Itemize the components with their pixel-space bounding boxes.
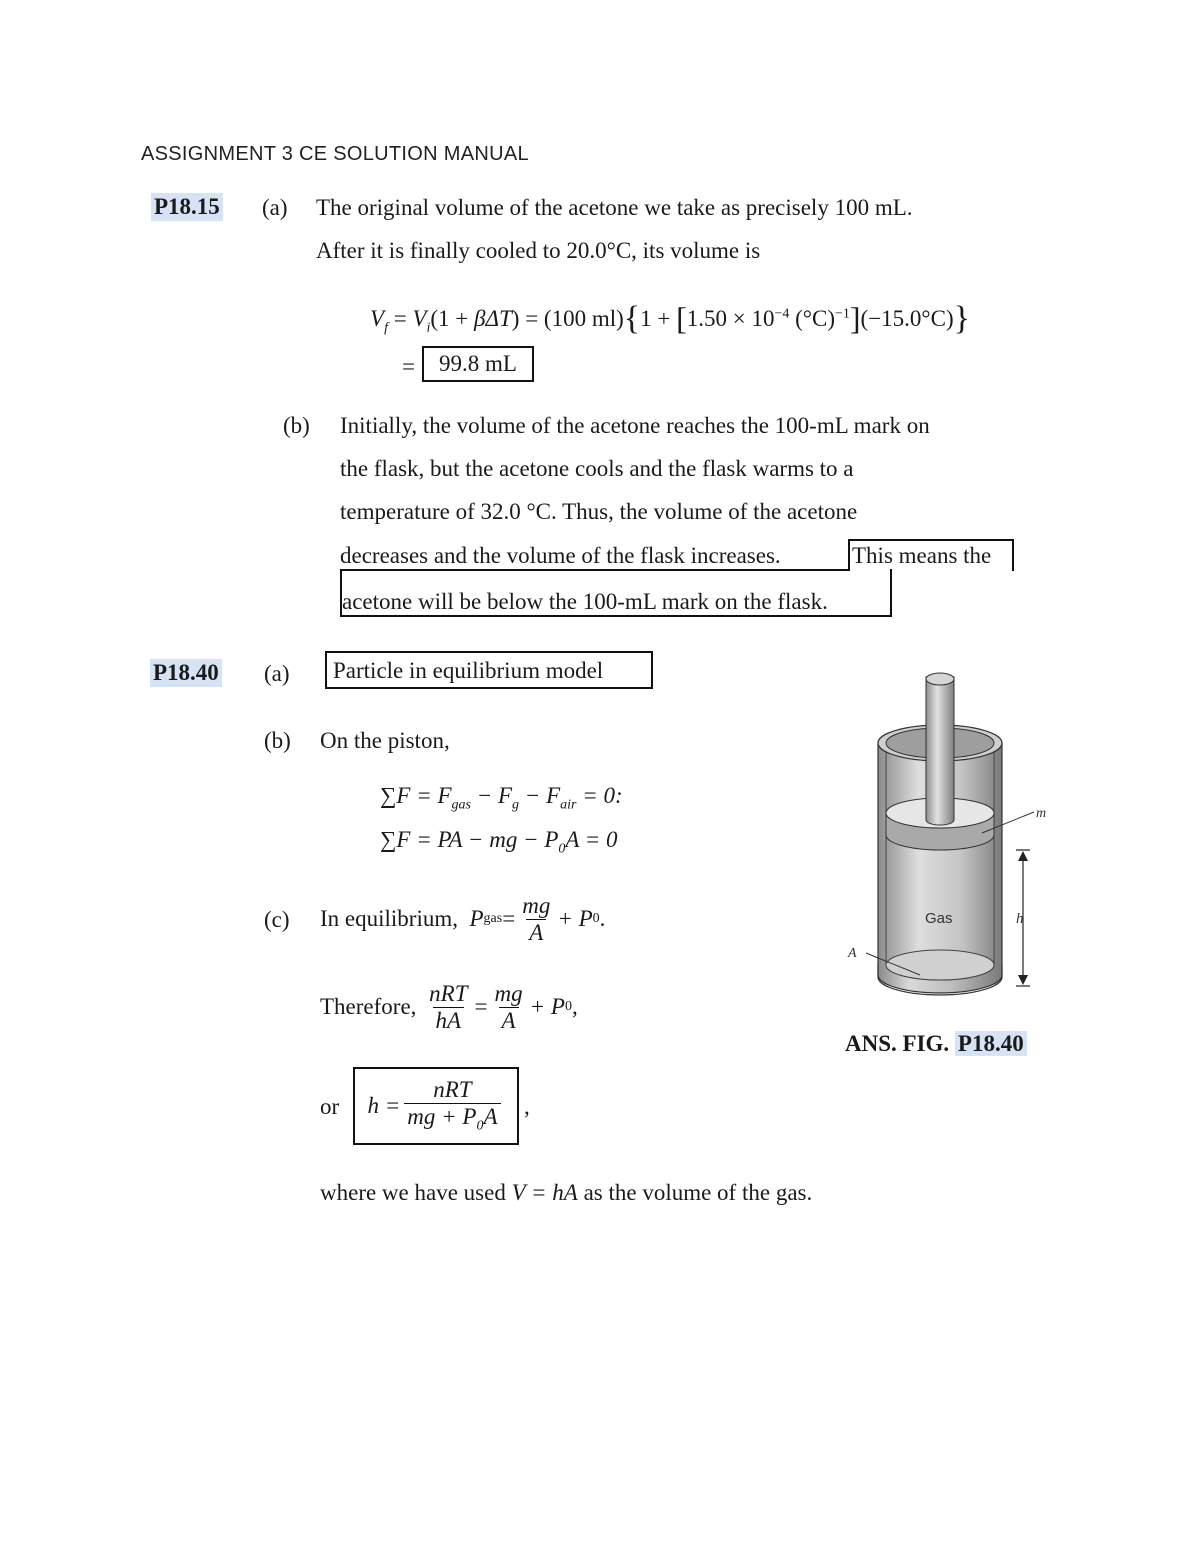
figure-label-a: A [848, 946, 857, 961]
figure-label-gas: Gas [925, 910, 953, 927]
force-sum-equation-2: ∑F = PA − mg − $P_0A = 0$ [380, 827, 618, 857]
answer-box-volume: 99.8 mL [422, 346, 534, 382]
p1-b-line4: decreases and the volume of the flask increases. [340, 543, 781, 568]
document-header: ASSIGNMENT 3 CE SOLUTION MANUAL [141, 143, 529, 165]
where-sentence: where we have used V = hA as the volume of the gas. [320, 1180, 813, 1205]
answer-box-model: Particle in equilibrium model [325, 651, 653, 689]
p1-b-line5-boxed: acetone will be below the 100-mL mark on the flask. [342, 589, 828, 614]
figure-label-m: m [1036, 806, 1047, 821]
p1-b-line3: temperature of 32.0 °C. Thus, the volume of the acetone [340, 499, 858, 524]
p2-part-a-label: (a) [264, 661, 290, 686]
force-sum-equation-1: $\sum F = F_{gas} - F_g - F_{air} = 0$: [380, 783, 623, 813]
mg-over-a-fraction: $\frac{mg}{A}$ [522, 892, 551, 945]
equals-sign: = [402, 354, 415, 379]
p1-b-line4-boxed: This means the [852, 543, 992, 568]
height-comma: , [524, 1094, 530, 1119]
problem-number-p18-15: P18.15 [151, 193, 223, 221]
p1-a-line2: After it is finally cooled to 20.0°C, its volume is [316, 238, 761, 263]
p2-part-c-label: (c) [264, 907, 290, 932]
height-fraction: $\frac{\text{nRT}}{mg + P_0A}$ [404, 1077, 500, 1135]
p1-b-line2: the flask, but the acetone cools and the flask warms to a [340, 456, 854, 481]
answer-box-height: h = $\frac{\text{nRT}}{mg + P_0A}$ [353, 1067, 519, 1145]
problem-number-p18-40: P18.40 [150, 659, 222, 687]
part-b-label: (b) [283, 413, 310, 438]
or-text: or [320, 1094, 340, 1119]
equilibrium-equation: In equilibrium, P gas = $\frac{mg}{A}$ + P 0 . [320, 892, 606, 945]
figure-label-h: h [1016, 911, 1024, 927]
p2-b-text: On the piston, [320, 728, 450, 753]
nrt-over-ha-fraction: $\frac{\text{nRT}}{hA}$ [429, 980, 468, 1033]
volume-equation: $V_f = V_i(1 + \beta\Delta T) = (100$ $ml)\{1 + [1.50 \times 10^{-4}$ $(^\circ C)^{-1}](-15.0^\circ C)$} [370, 300, 970, 337]
p2-part-b-label: (b) [264, 728, 291, 753]
therefore-equation: Therefore, $\frac{\text{nRT}}{hA}$ = $\frac{mg}{A}$ + P 0 , [320, 980, 578, 1033]
p1-a-line1: The original volume of the acetone we take as precisely 100 mL. [316, 195, 913, 220]
piston-cylinder-figure [840, 665, 1060, 1010]
figure-caption: ANS. FIG. P18.40 [845, 1031, 1027, 1057]
mg-over-a-fraction-2: $\frac{mg}{A}$ [494, 980, 523, 1033]
p1-b-line1: Initially, the volume of the acetone reaches the 100-mL mark on [340, 413, 930, 438]
part-a-label: (a) [262, 195, 288, 220]
